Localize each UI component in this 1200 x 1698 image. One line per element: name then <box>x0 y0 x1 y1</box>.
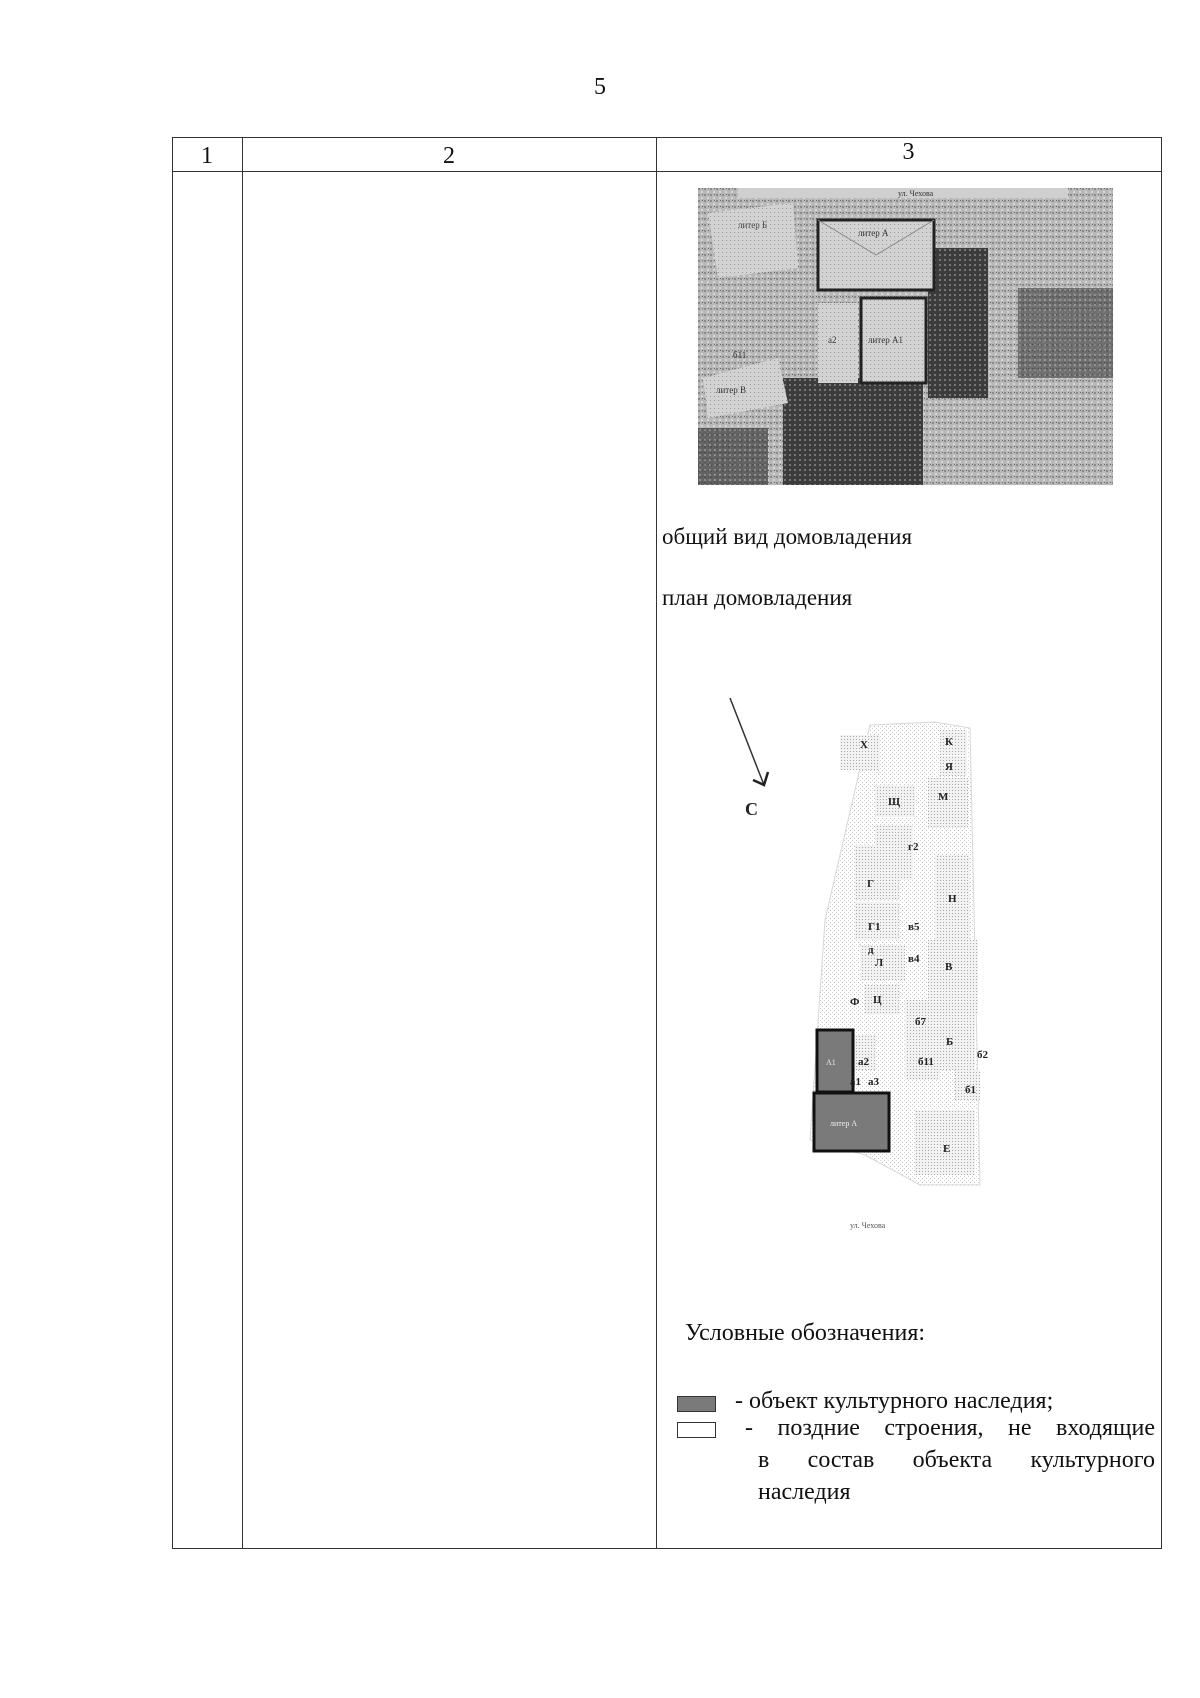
table-border-col1 <box>242 137 243 1549</box>
plan-label: а3 <box>868 1076 879 1088</box>
photo-label: литер В <box>716 385 746 395</box>
legend-text-later-2: в состав объекта культурного <box>758 1447 1155 1473</box>
table-border-left <box>172 137 173 1549</box>
plan-label: К <box>945 736 953 748</box>
photo-dark-area <box>1018 288 1113 378</box>
plan-label: в4 <box>908 953 920 965</box>
site-plan <box>690 690 1110 1245</box>
legend-text-heritage: - объект культурного наследия; <box>735 1388 1054 1414</box>
photo-label: а2 <box>828 335 837 345</box>
photo-label: литер А1 <box>868 335 903 345</box>
plan-label: б2 <box>977 1049 988 1061</box>
north-arrow-head <box>753 772 768 785</box>
legend-title: Условные обозначения: <box>685 1320 926 1346</box>
roof-extension <box>818 303 858 383</box>
building-m <box>928 778 968 828</box>
legend-swatch-heritage <box>677 1396 716 1412</box>
caption-general-view: общий вид домовладения <box>662 524 913 549</box>
plan-label: а2 <box>858 1056 869 1068</box>
table-border-top <box>172 137 1162 138</box>
plan-label: г2 <box>908 841 919 853</box>
plan-label: б11 <box>918 1056 934 1068</box>
column-header-2: 2 <box>443 143 455 169</box>
plan-label: Л <box>875 957 884 969</box>
building-ts <box>865 985 900 1015</box>
plan-label: Н <box>948 893 957 905</box>
caption-plan: план домовладения <box>662 585 853 610</box>
legend-text-later-1: - поздние строения, не входящие <box>745 1415 1155 1441</box>
plan-label: Щ <box>888 796 901 808</box>
plan-label: а1 <box>850 1076 861 1088</box>
plan-label: Ц <box>873 994 882 1006</box>
plan-label: Г1 <box>868 921 881 933</box>
photo-label: литер Б <box>738 220 768 230</box>
plan-label: б1 <box>965 1084 976 1096</box>
legend-swatch-later <box>677 1422 716 1438</box>
plan-label: в5 <box>908 921 920 933</box>
plan-label: Ф <box>850 996 860 1008</box>
plan-label: Е <box>943 1143 951 1155</box>
photo-dark-area <box>783 378 923 485</box>
street-label: ул. Чехова <box>850 1221 886 1230</box>
roof-liter-b <box>708 203 798 278</box>
column-header-3: 3 <box>902 139 915 165</box>
photo-label: б11 <box>733 350 747 360</box>
plan-label: Х <box>860 739 868 751</box>
plan-label: Б <box>946 1036 954 1048</box>
plan-label: А1 <box>826 1058 836 1067</box>
north-label: С <box>745 799 758 819</box>
north-arrow <box>730 698 764 785</box>
plan-label: д <box>868 944 874 956</box>
photo-label: ул. Чехова <box>898 189 934 198</box>
building-g <box>855 845 900 900</box>
table-header-bottom <box>172 171 1162 172</box>
photo-dark-area <box>928 248 988 398</box>
aerial-photo <box>698 188 1113 485</box>
photo-label: литер А <box>858 228 889 238</box>
table-border-bottom <box>172 1548 1162 1549</box>
photo-dark-area <box>698 428 768 485</box>
plan-label: литер А <box>830 1119 858 1128</box>
plan-label: б7 <box>915 1016 926 1028</box>
page-number: 5 <box>594 74 606 100</box>
plan-label: Г <box>867 878 874 890</box>
column-header-1: 1 <box>201 143 213 169</box>
table-border-right <box>1161 137 1162 1549</box>
building-v <box>928 940 978 1015</box>
plan-label: Я <box>945 761 953 773</box>
legend-text-later-3: наследия <box>758 1479 851 1505</box>
plan-label: М <box>938 791 949 803</box>
plan-label: В <box>945 961 953 973</box>
table-border-col2 <box>656 137 657 1549</box>
